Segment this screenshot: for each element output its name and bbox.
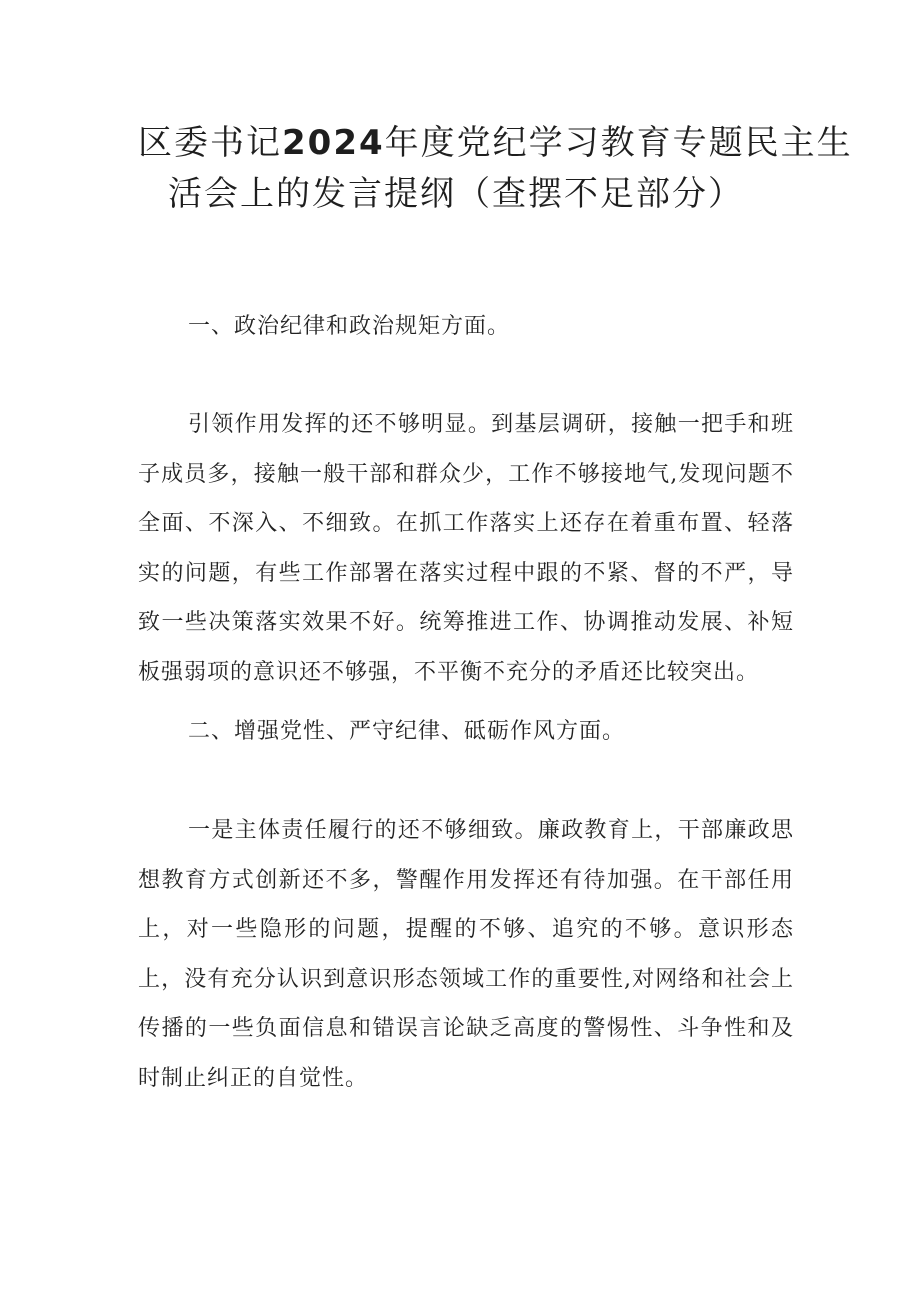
title-prefix: 区委书记 <box>138 123 282 163</box>
section-1-heading: 一、政治纪律和政治规矩方面。 <box>188 314 511 339</box>
title-suffix: 年度党纪学习教育专题民主生 <box>384 123 853 163</box>
section-2-heading: 二、增强党性、严守纪律、砥砺作风方面。 <box>188 719 626 744</box>
title-year: 2024 <box>282 123 385 163</box>
document-title <box>138 118 853 220</box>
section-1-paragraph: 引领作用发挥的还不够明显。到基层调研，接触一把手和班子成员多，接触一般干部和群众少，工作不够接地气,发现问题不全面、不深入、不细致。在抓工作落实上还存在着重布置、轻落实的问题，有些工作部署在落实过程中跟的不紧、督的不严，导致一些决策落实效果不好。统筹推进工作、协调推动发展、补短板强弱项的意识还不够强，不平衡不充分的矛盾还比较突出。 <box>138 412 794 685</box>
title-line-1 <box>138 118 853 169</box>
title-line-2: 活会上的发言提纲（查摆不足部分） <box>168 174 744 214</box>
section-2-paragraph: 一是主体责任履行的还不够细致。廉政教育上，干部廉政思想教育方式创新还不多，警醒作用发挥还有待加强。在干部任用上，对一些隐形的问题，提醒的不够、追究的不够。意识形态上，没有充分认识到意识形态领域工作的重要性,对网络和社会上传播的一些负面信息和错误言论缺乏高度的警惕性、斗争性和及时制止纠正的自觉性。 <box>138 818 794 1091</box>
